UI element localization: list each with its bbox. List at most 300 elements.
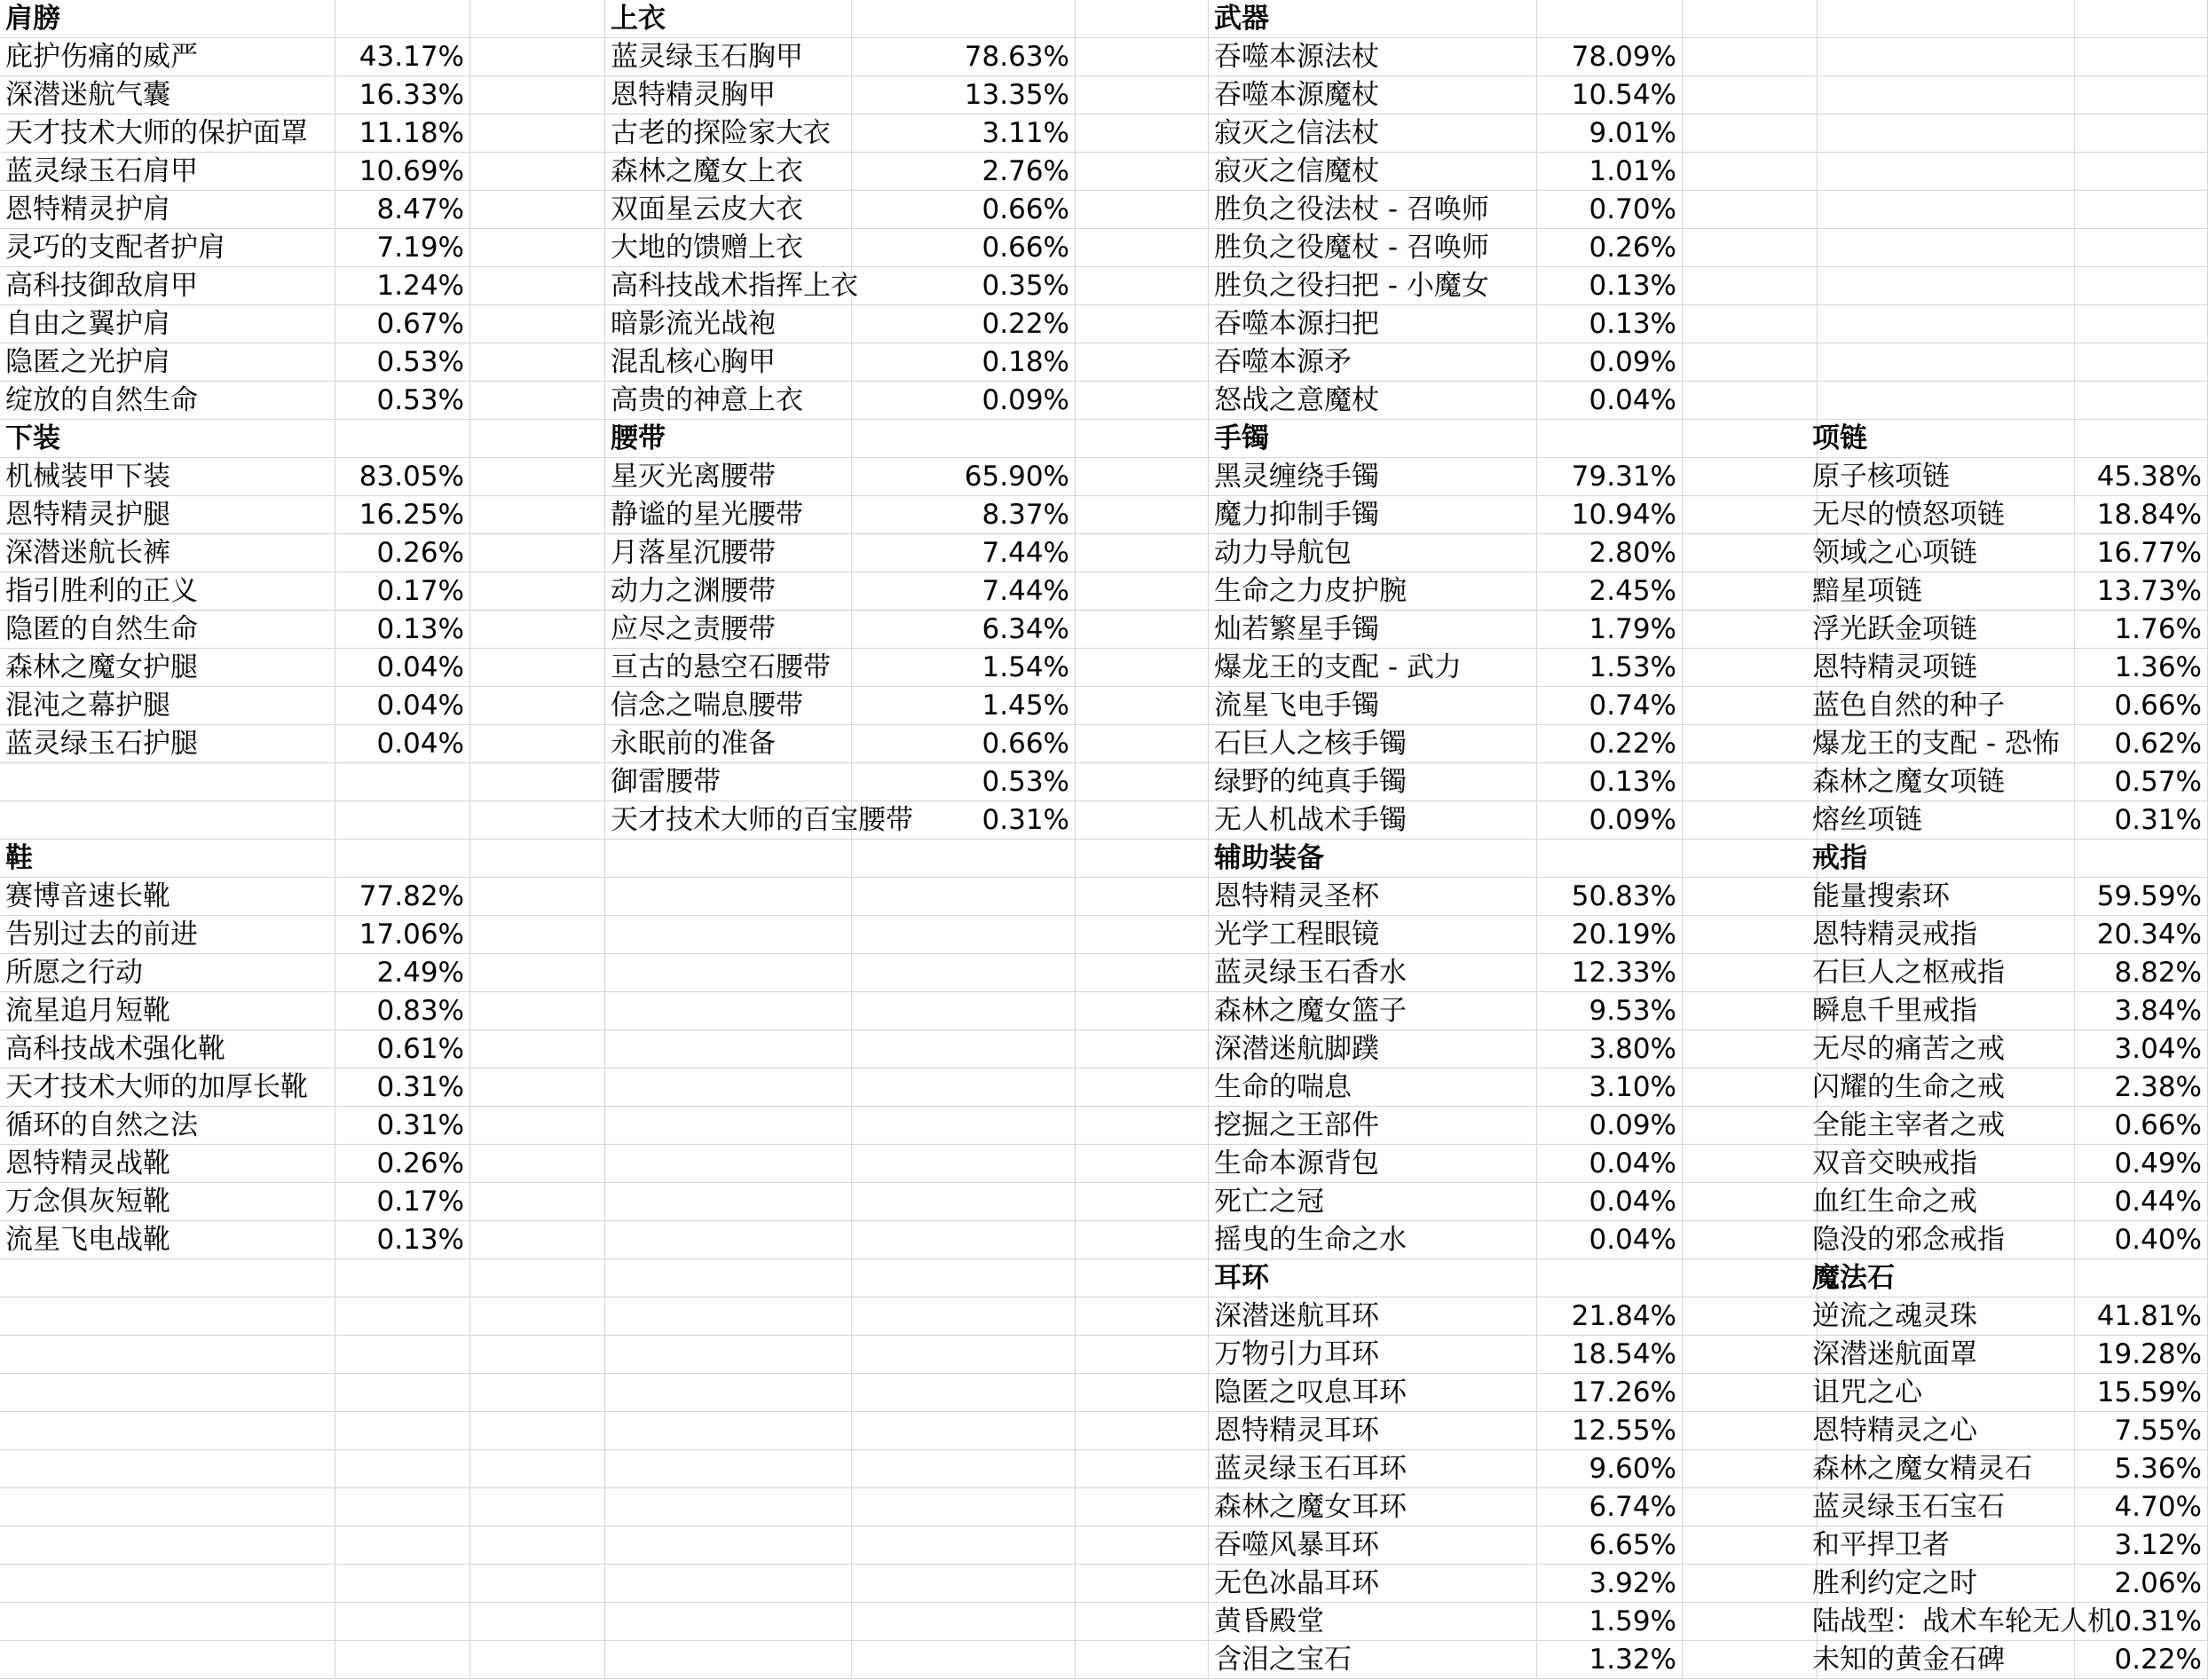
empty-cell[interactable] [470,0,605,38]
percentage-cell[interactable]: 19.28% [2075,1336,2208,1374]
item-name-cell[interactable]: 黄昏殿堂 [1209,1603,1537,1641]
empty-cell[interactable] [335,1565,470,1603]
percentage-cell[interactable]: 1.53% [1537,649,1683,687]
percentage-cell[interactable]: 2.49% [335,954,470,992]
percentage-cell[interactable]: 0.44% [2075,1183,2208,1221]
percentage-cell[interactable]: 50.83% [1537,878,1683,916]
item-name-cell[interactable]: 天才技术大师的百宝腰带 [605,801,852,840]
item-name-cell[interactable]: 大地的馈赠上衣 [605,229,852,267]
empty-cell[interactable] [335,1603,470,1641]
item-name-cell[interactable]: 天才技术大师的保护面罩 [0,114,335,153]
percentage-cell[interactable] [2075,229,2208,267]
percentage-cell[interactable]: 1.54% [852,649,1076,687]
item-name-cell[interactable]: 森林之魔女项链 [1807,763,2075,801]
item-name-cell[interactable]: 隐没的邪念戒指 [1807,1221,2075,1259]
empty-cell[interactable] [470,611,605,649]
percentage-cell[interactable]: 12.55% [1537,1412,1683,1450]
empty-cell[interactable] [1683,878,1818,916]
item-name-cell[interactable] [1807,305,2075,343]
empty-cell[interactable] [852,954,1076,992]
percentage-cell[interactable]: 3.04% [2075,1030,2208,1069]
percentage-cell[interactable] [2075,38,2208,76]
item-name-cell[interactable]: 天才技术大师的加厚长靴 [0,1069,335,1107]
item-name-cell[interactable]: 森林之魔女上衣 [605,153,852,191]
empty-cell[interactable] [605,1183,852,1221]
empty-cell[interactable] [1076,38,1209,76]
item-name-cell[interactable] [0,801,335,840]
percentage-cell[interactable]: 79.31% [1537,458,1683,496]
empty-cell[interactable] [335,1336,470,1374]
item-name-cell[interactable]: 深潜迷航面罩 [1807,1336,2075,1374]
item-name-cell[interactable]: 和平捍卫者 [1807,1526,2075,1565]
percentage-cell[interactable]: 0.26% [1537,229,1683,267]
empty-cell[interactable] [1683,420,1818,458]
empty-cell[interactable] [470,1336,605,1374]
empty-cell[interactable] [852,1259,1076,1297]
percentage-cell[interactable]: 2.76% [852,153,1076,191]
item-name-cell[interactable]: 循环的自然之法 [0,1107,335,1145]
item-name-cell[interactable]: 寂灭之信法杖 [1209,114,1537,153]
empty-cell[interactable] [335,1450,470,1488]
percentage-cell[interactable]: 0.13% [335,1221,470,1259]
item-name-cell[interactable]: 绽放的自然生命 [0,382,335,420]
empty-cell[interactable] [1076,1183,1209,1221]
percentage-cell[interactable]: 9.53% [1537,992,1683,1030]
empty-cell[interactable] [1076,153,1209,191]
empty-cell[interactable] [605,1488,852,1526]
percentage-cell[interactable]: 59.59% [2075,878,2208,916]
empty-cell[interactable] [335,1412,470,1450]
empty-cell[interactable] [1076,458,1209,496]
empty-cell[interactable] [2075,0,2208,38]
item-name-cell[interactable]: 未知的黄金石碑 [1807,1641,2075,1679]
empty-cell[interactable] [470,1259,605,1297]
item-name-cell[interactable]: 恩特精灵耳环 [1209,1412,1537,1450]
item-name-cell[interactable]: 月落星沉腰带 [605,534,852,572]
item-name-cell[interactable]: 流星追月短靴 [0,992,335,1030]
empty-cell[interactable] [1683,1603,1818,1641]
item-name-cell[interactable]: 诅咒之心 [1807,1374,2075,1412]
percentage-cell[interactable] [2075,382,2208,420]
item-name-cell[interactable]: 爆龙王的支配 - 武力 [1209,649,1537,687]
empty-cell[interactable] [0,1336,335,1374]
category-header[interactable]: 下装 [0,420,335,458]
percentage-cell[interactable]: 0.13% [1537,763,1683,801]
empty-cell[interactable] [1683,1107,1818,1145]
empty-cell[interactable] [1683,801,1818,840]
percentage-cell[interactable]: 0.13% [1537,267,1683,305]
empty-cell[interactable] [1076,1603,1209,1641]
item-name-cell[interactable]: 古老的探险家大衣 [605,114,852,153]
empty-cell[interactable] [1076,1069,1209,1107]
percentage-cell[interactable] [2075,267,2208,305]
item-name-cell[interactable]: 恩特精灵圣杯 [1209,878,1537,916]
percentage-cell[interactable]: 16.77% [2075,534,2208,572]
item-name-cell[interactable]: 挖掘之王部件 [1209,1107,1537,1145]
percentage-cell[interactable]: 2.06% [2075,1565,2208,1603]
item-name-cell[interactable]: 血红生命之戒 [1807,1183,2075,1221]
empty-cell[interactable] [1076,191,1209,229]
percentage-cell[interactable]: 3.11% [852,114,1076,153]
percentage-cell[interactable] [2075,305,2208,343]
percentage-cell[interactable]: 0.66% [2075,1107,2208,1145]
item-name-cell[interactable]: 森林之魔女护腿 [0,649,335,687]
empty-cell[interactable] [852,916,1076,954]
empty-cell[interactable] [1683,1450,1818,1488]
percentage-cell[interactable]: 0.04% [335,687,470,725]
empty-cell[interactable] [470,1221,605,1259]
item-name-cell[interactable]: 自由之翼护肩 [0,305,335,343]
empty-cell[interactable] [852,1221,1076,1259]
percentage-cell[interactable]: 7.44% [852,534,1076,572]
percentage-cell[interactable]: 3.92% [1537,1565,1683,1603]
item-name-cell[interactable]: 指引胜利的正义 [0,572,335,611]
empty-cell[interactable] [335,0,470,38]
percentage-cell[interactable]: 8.47% [335,191,470,229]
empty-cell[interactable] [852,992,1076,1030]
empty-cell[interactable] [852,0,1076,38]
empty-cell[interactable] [470,1374,605,1412]
percentage-cell[interactable]: 15.59% [2075,1374,2208,1412]
empty-cell[interactable] [605,1450,852,1488]
empty-cell[interactable] [470,343,605,382]
percentage-cell[interactable]: 0.04% [1537,1183,1683,1221]
percentage-cell[interactable]: 0.57% [2075,763,2208,801]
item-name-cell[interactable]: 庇护伤痛的威严 [0,38,335,76]
percentage-cell[interactable]: 1.32% [1537,1641,1683,1679]
empty-cell[interactable] [470,496,605,534]
percentage-cell[interactable]: 2.38% [2075,1069,2208,1107]
percentage-cell[interactable]: 9.60% [1537,1450,1683,1488]
empty-cell[interactable] [1683,1221,1818,1259]
empty-cell[interactable] [852,1183,1076,1221]
percentage-cell[interactable]: 41.81% [2075,1297,2208,1336]
empty-cell[interactable] [605,1069,852,1107]
empty-cell[interactable] [1683,267,1818,305]
empty-cell[interactable] [470,1069,605,1107]
empty-cell[interactable] [1076,1412,1209,1450]
item-name-cell[interactable]: 瞬息千里戒指 [1807,992,2075,1030]
item-name-cell[interactable]: 怒战之意魔杖 [1209,382,1537,420]
percentage-cell[interactable]: 0.66% [2075,687,2208,725]
item-name-cell[interactable]: 恩特精灵之心 [1807,1412,2075,1450]
empty-cell[interactable] [1683,1069,1818,1107]
empty-cell[interactable] [470,1526,605,1565]
empty-cell[interactable] [470,992,605,1030]
empty-cell[interactable] [470,420,605,458]
empty-cell[interactable] [852,1603,1076,1641]
empty-cell[interactable] [0,1488,335,1526]
empty-cell[interactable] [1683,153,1818,191]
percentage-cell[interactable]: 12.33% [1537,954,1683,992]
item-name-cell[interactable] [1807,382,2075,420]
percentage-cell[interactable] [2075,114,2208,153]
item-name-cell[interactable]: 无尽的愤怒项链 [1807,496,2075,534]
item-name-cell[interactable]: 胜负之役法杖 - 召唤师 [1209,191,1537,229]
empty-cell[interactable] [1683,229,1818,267]
item-name-cell[interactable]: 陆战型：战术车轮无人机 [1807,1603,2075,1641]
empty-cell[interactable] [1076,992,1209,1030]
empty-cell[interactable] [1076,1297,1209,1336]
empty-cell[interactable] [470,153,605,191]
percentage-cell[interactable]: 1.36% [2075,649,2208,687]
percentage-cell[interactable]: 0.35% [852,267,1076,305]
category-header[interactable]: 手镯 [1209,420,1537,458]
item-name-cell[interactable]: 深潜迷航脚蹼 [1209,1030,1537,1069]
empty-cell[interactable] [852,840,1076,878]
item-name-cell[interactable]: 森林之魔女耳环 [1209,1488,1537,1526]
percentage-cell[interactable]: 0.26% [335,534,470,572]
percentage-cell[interactable]: 0.09% [852,382,1076,420]
empty-cell[interactable] [335,1488,470,1526]
item-name-cell[interactable]: 恩特精灵战靴 [0,1145,335,1183]
empty-cell[interactable] [1076,916,1209,954]
percentage-cell[interactable]: 0.31% [852,801,1076,840]
item-name-cell[interactable]: 蓝灵绿玉石耳环 [1209,1450,1537,1488]
item-name-cell[interactable]: 无尽的痛苦之戒 [1807,1030,2075,1069]
percentage-cell[interactable]: 45.38% [2075,458,2208,496]
percentage-cell[interactable]: 10.94% [1537,496,1683,534]
empty-cell[interactable] [1076,1641,1209,1679]
percentage-cell[interactable]: 18.54% [1537,1336,1683,1374]
item-name-cell[interactable]: 恩特精灵项链 [1807,649,2075,687]
empty-cell[interactable] [1683,611,1818,649]
item-name-cell[interactable]: 动力导航包 [1209,534,1537,572]
item-name-cell[interactable]: 全能主宰者之戒 [1807,1107,2075,1145]
percentage-cell[interactable]: 7.44% [852,572,1076,611]
percentage-cell[interactable]: 0.31% [335,1069,470,1107]
item-name-cell[interactable]: 万念俱灰短靴 [0,1183,335,1221]
empty-cell[interactable] [0,1641,335,1679]
item-name-cell[interactable]: 高科技战术指挥上衣 [605,267,852,305]
percentage-cell[interactable]: 6.65% [1537,1526,1683,1565]
item-name-cell[interactable]: 隐匿之光护肩 [0,343,335,382]
percentage-cell[interactable]: 0.31% [2075,801,2208,840]
item-name-cell[interactable]: 无人机战术手镯 [1209,801,1537,840]
percentage-cell[interactable]: 0.83% [335,992,470,1030]
empty-cell[interactable] [335,1297,470,1336]
empty-cell[interactable] [335,1641,470,1679]
category-header[interactable]: 肩膀 [0,0,335,38]
empty-cell[interactable] [852,1641,1076,1679]
item-name-cell[interactable]: 所愿之行动 [0,954,335,992]
percentage-cell[interactable]: 0.18% [852,343,1076,382]
empty-cell[interactable] [852,1374,1076,1412]
item-name-cell[interactable] [1807,229,2075,267]
empty-cell[interactable] [470,1488,605,1526]
empty-cell[interactable] [1076,420,1209,458]
item-name-cell[interactable]: 熔丝项链 [1807,801,2075,840]
empty-cell[interactable] [852,1450,1076,1488]
empty-cell[interactable] [470,38,605,76]
percentage-cell[interactable]: 0.70% [1537,191,1683,229]
percentage-cell[interactable]: 10.54% [1537,76,1683,114]
item-name-cell[interactable]: 吞噬本源魔杖 [1209,76,1537,114]
empty-cell[interactable] [605,1565,852,1603]
item-name-cell[interactable]: 深潜迷航耳环 [1209,1297,1537,1336]
item-name-cell[interactable] [0,763,335,801]
empty-cell[interactable] [1683,572,1818,611]
empty-cell[interactable] [470,1145,605,1183]
empty-cell[interactable] [1076,840,1209,878]
empty-cell[interactable] [852,878,1076,916]
empty-cell[interactable] [470,305,605,343]
percentage-cell[interactable]: 4.70% [2075,1488,2208,1526]
empty-cell[interactable] [0,1259,335,1297]
empty-cell[interactable] [1537,1259,1683,1297]
percentage-cell[interactable]: 1.45% [852,687,1076,725]
item-name-cell[interactable]: 御雷腰带 [605,763,852,801]
item-name-cell[interactable]: 吞噬本源矛 [1209,343,1537,382]
empty-cell[interactable] [605,1145,852,1183]
percentage-cell[interactable]: 16.33% [335,76,470,114]
empty-cell[interactable] [1076,0,1209,38]
item-name-cell[interactable]: 爆龙王的支配 - 恐怖 [1807,725,2075,763]
category-header[interactable]: 项链 [1807,420,2075,458]
percentage-cell[interactable]: 0.49% [2075,1145,2208,1183]
empty-cell[interactable] [852,1145,1076,1183]
empty-cell[interactable] [470,1641,605,1679]
item-name-cell[interactable]: 森林之魔女篮子 [1209,992,1537,1030]
empty-cell[interactable] [605,1221,852,1259]
item-name-cell[interactable]: 深潜迷航长裤 [0,534,335,572]
empty-cell[interactable] [1076,1336,1209,1374]
empty-cell[interactable] [1076,1107,1209,1145]
percentage-cell[interactable]: 77.82% [335,878,470,916]
empty-cell[interactable] [470,725,605,763]
empty-cell[interactable] [1683,1336,1818,1374]
percentage-cell[interactable]: 78.63% [852,38,1076,76]
percentage-cell[interactable]: 0.13% [335,611,470,649]
item-name-cell[interactable]: 吞噬本源扫把 [1209,305,1537,343]
item-name-cell[interactable]: 深潜迷航气囊 [0,76,335,114]
empty-cell[interactable] [1076,1565,1209,1603]
percentage-cell[interactable]: 0.53% [335,343,470,382]
percentage-cell[interactable]: 9.01% [1537,114,1683,153]
empty-cell[interactable] [1683,458,1818,496]
empty-cell[interactable] [852,1030,1076,1069]
percentage-cell[interactable]: 78.09% [1537,38,1683,76]
item-name-cell[interactable]: 寂灭之信魔杖 [1209,153,1537,191]
item-name-cell[interactable]: 恩特精灵护肩 [0,191,335,229]
empty-cell[interactable] [1683,114,1818,153]
empty-cell[interactable] [1683,992,1818,1030]
percentage-cell[interactable]: 0.22% [852,305,1076,343]
item-name-cell[interactable]: 绿野的纯真手镯 [1209,763,1537,801]
empty-cell[interactable] [470,1297,605,1336]
empty-cell[interactable] [605,992,852,1030]
empty-cell[interactable] [470,763,605,801]
empty-cell[interactable] [1683,954,1818,992]
percentage-cell[interactable]: 8.37% [852,496,1076,534]
category-header[interactable] [1807,0,2075,38]
category-header[interactable]: 鞋 [0,840,335,878]
category-header[interactable]: 腰带 [605,420,852,458]
empty-cell[interactable] [470,458,605,496]
empty-cell[interactable] [852,1069,1076,1107]
percentage-cell[interactable]: 0.26% [335,1145,470,1183]
item-name-cell[interactable]: 吞噬风暴耳环 [1209,1526,1537,1565]
percentage-cell[interactable]: 20.19% [1537,916,1683,954]
empty-cell[interactable] [470,687,605,725]
item-name-cell[interactable]: 黑灵缠绕手镯 [1209,458,1537,496]
percentage-cell[interactable]: 8.82% [2075,954,2208,992]
empty-cell[interactable] [1683,0,1818,38]
empty-cell[interactable] [1683,305,1818,343]
item-name-cell[interactable]: 双面星云皮大衣 [605,191,852,229]
empty-cell[interactable] [335,1526,470,1565]
item-name-cell[interactable]: 石巨人之核手镯 [1209,725,1537,763]
item-name-cell[interactable]: 蓝灵绿玉石护腿 [0,725,335,763]
item-name-cell[interactable]: 混乱核心胸甲 [605,343,852,382]
empty-cell[interactable] [1683,38,1818,76]
empty-cell[interactable] [1537,420,1683,458]
percentage-cell[interactable]: 0.31% [335,1107,470,1145]
empty-cell[interactable] [335,1259,470,1297]
empty-cell[interactable] [470,267,605,305]
percentage-cell[interactable]: 5.36% [2075,1450,2208,1488]
empty-cell[interactable] [1683,1374,1818,1412]
percentage-cell[interactable]: 17.26% [1537,1374,1683,1412]
empty-cell[interactable] [605,1526,852,1565]
percentage-cell[interactable]: 0.40% [2075,1221,2208,1259]
percentage-cell[interactable]: 1.76% [2075,611,2208,649]
empty-cell[interactable] [0,1412,335,1450]
empty-cell[interactable] [852,420,1076,458]
item-name-cell[interactable]: 混沌之幕护腿 [0,687,335,725]
empty-cell[interactable] [1076,572,1209,611]
empty-cell[interactable] [605,1641,852,1679]
empty-cell[interactable] [0,1565,335,1603]
empty-cell[interactable] [605,916,852,954]
empty-cell[interactable] [1076,76,1209,114]
empty-cell[interactable] [1683,1145,1818,1183]
empty-cell[interactable] [470,1565,605,1603]
empty-cell[interactable] [1076,496,1209,534]
percentage-cell[interactable]: 1.79% [1537,611,1683,649]
empty-cell[interactable] [0,1603,335,1641]
item-name-cell[interactable]: 原子核项链 [1807,458,2075,496]
percentage-cell[interactable]: 0.67% [335,305,470,343]
category-header[interactable]: 耳环 [1209,1259,1537,1297]
empty-cell[interactable] [1683,649,1818,687]
item-name-cell[interactable]: 蓝色自然的种子 [1807,687,2075,725]
percentage-cell[interactable]: 1.01% [1537,153,1683,191]
empty-cell[interactable] [1076,229,1209,267]
empty-cell[interactable] [1076,382,1209,420]
item-name-cell[interactable]: 双音交映戒指 [1807,1145,2075,1183]
empty-cell[interactable] [470,878,605,916]
empty-cell[interactable] [605,1336,852,1374]
empty-cell[interactable] [470,649,605,687]
category-header[interactable]: 辅助装备 [1209,840,1537,878]
item-name-cell[interactable]: 流星飞电手镯 [1209,687,1537,725]
item-name-cell[interactable]: 蓝灵绿玉石宝石 [1807,1488,2075,1526]
item-name-cell[interactable]: 生命的喘息 [1209,1069,1537,1107]
empty-cell[interactable] [470,534,605,572]
empty-cell[interactable] [605,1030,852,1069]
item-name-cell[interactable]: 应尽之责腰带 [605,611,852,649]
empty-cell[interactable] [470,114,605,153]
empty-cell[interactable] [605,1603,852,1641]
item-name-cell[interactable]: 告别过去的前进 [0,916,335,954]
empty-cell[interactable] [470,1183,605,1221]
empty-cell[interactable] [605,1259,852,1297]
item-name-cell[interactable]: 魔力抑制手镯 [1209,496,1537,534]
percentage-cell[interactable]: 1.59% [1537,1603,1683,1641]
percentage-cell[interactable]: 11.18% [335,114,470,153]
percentage-cell[interactable]: 0.04% [1537,382,1683,420]
